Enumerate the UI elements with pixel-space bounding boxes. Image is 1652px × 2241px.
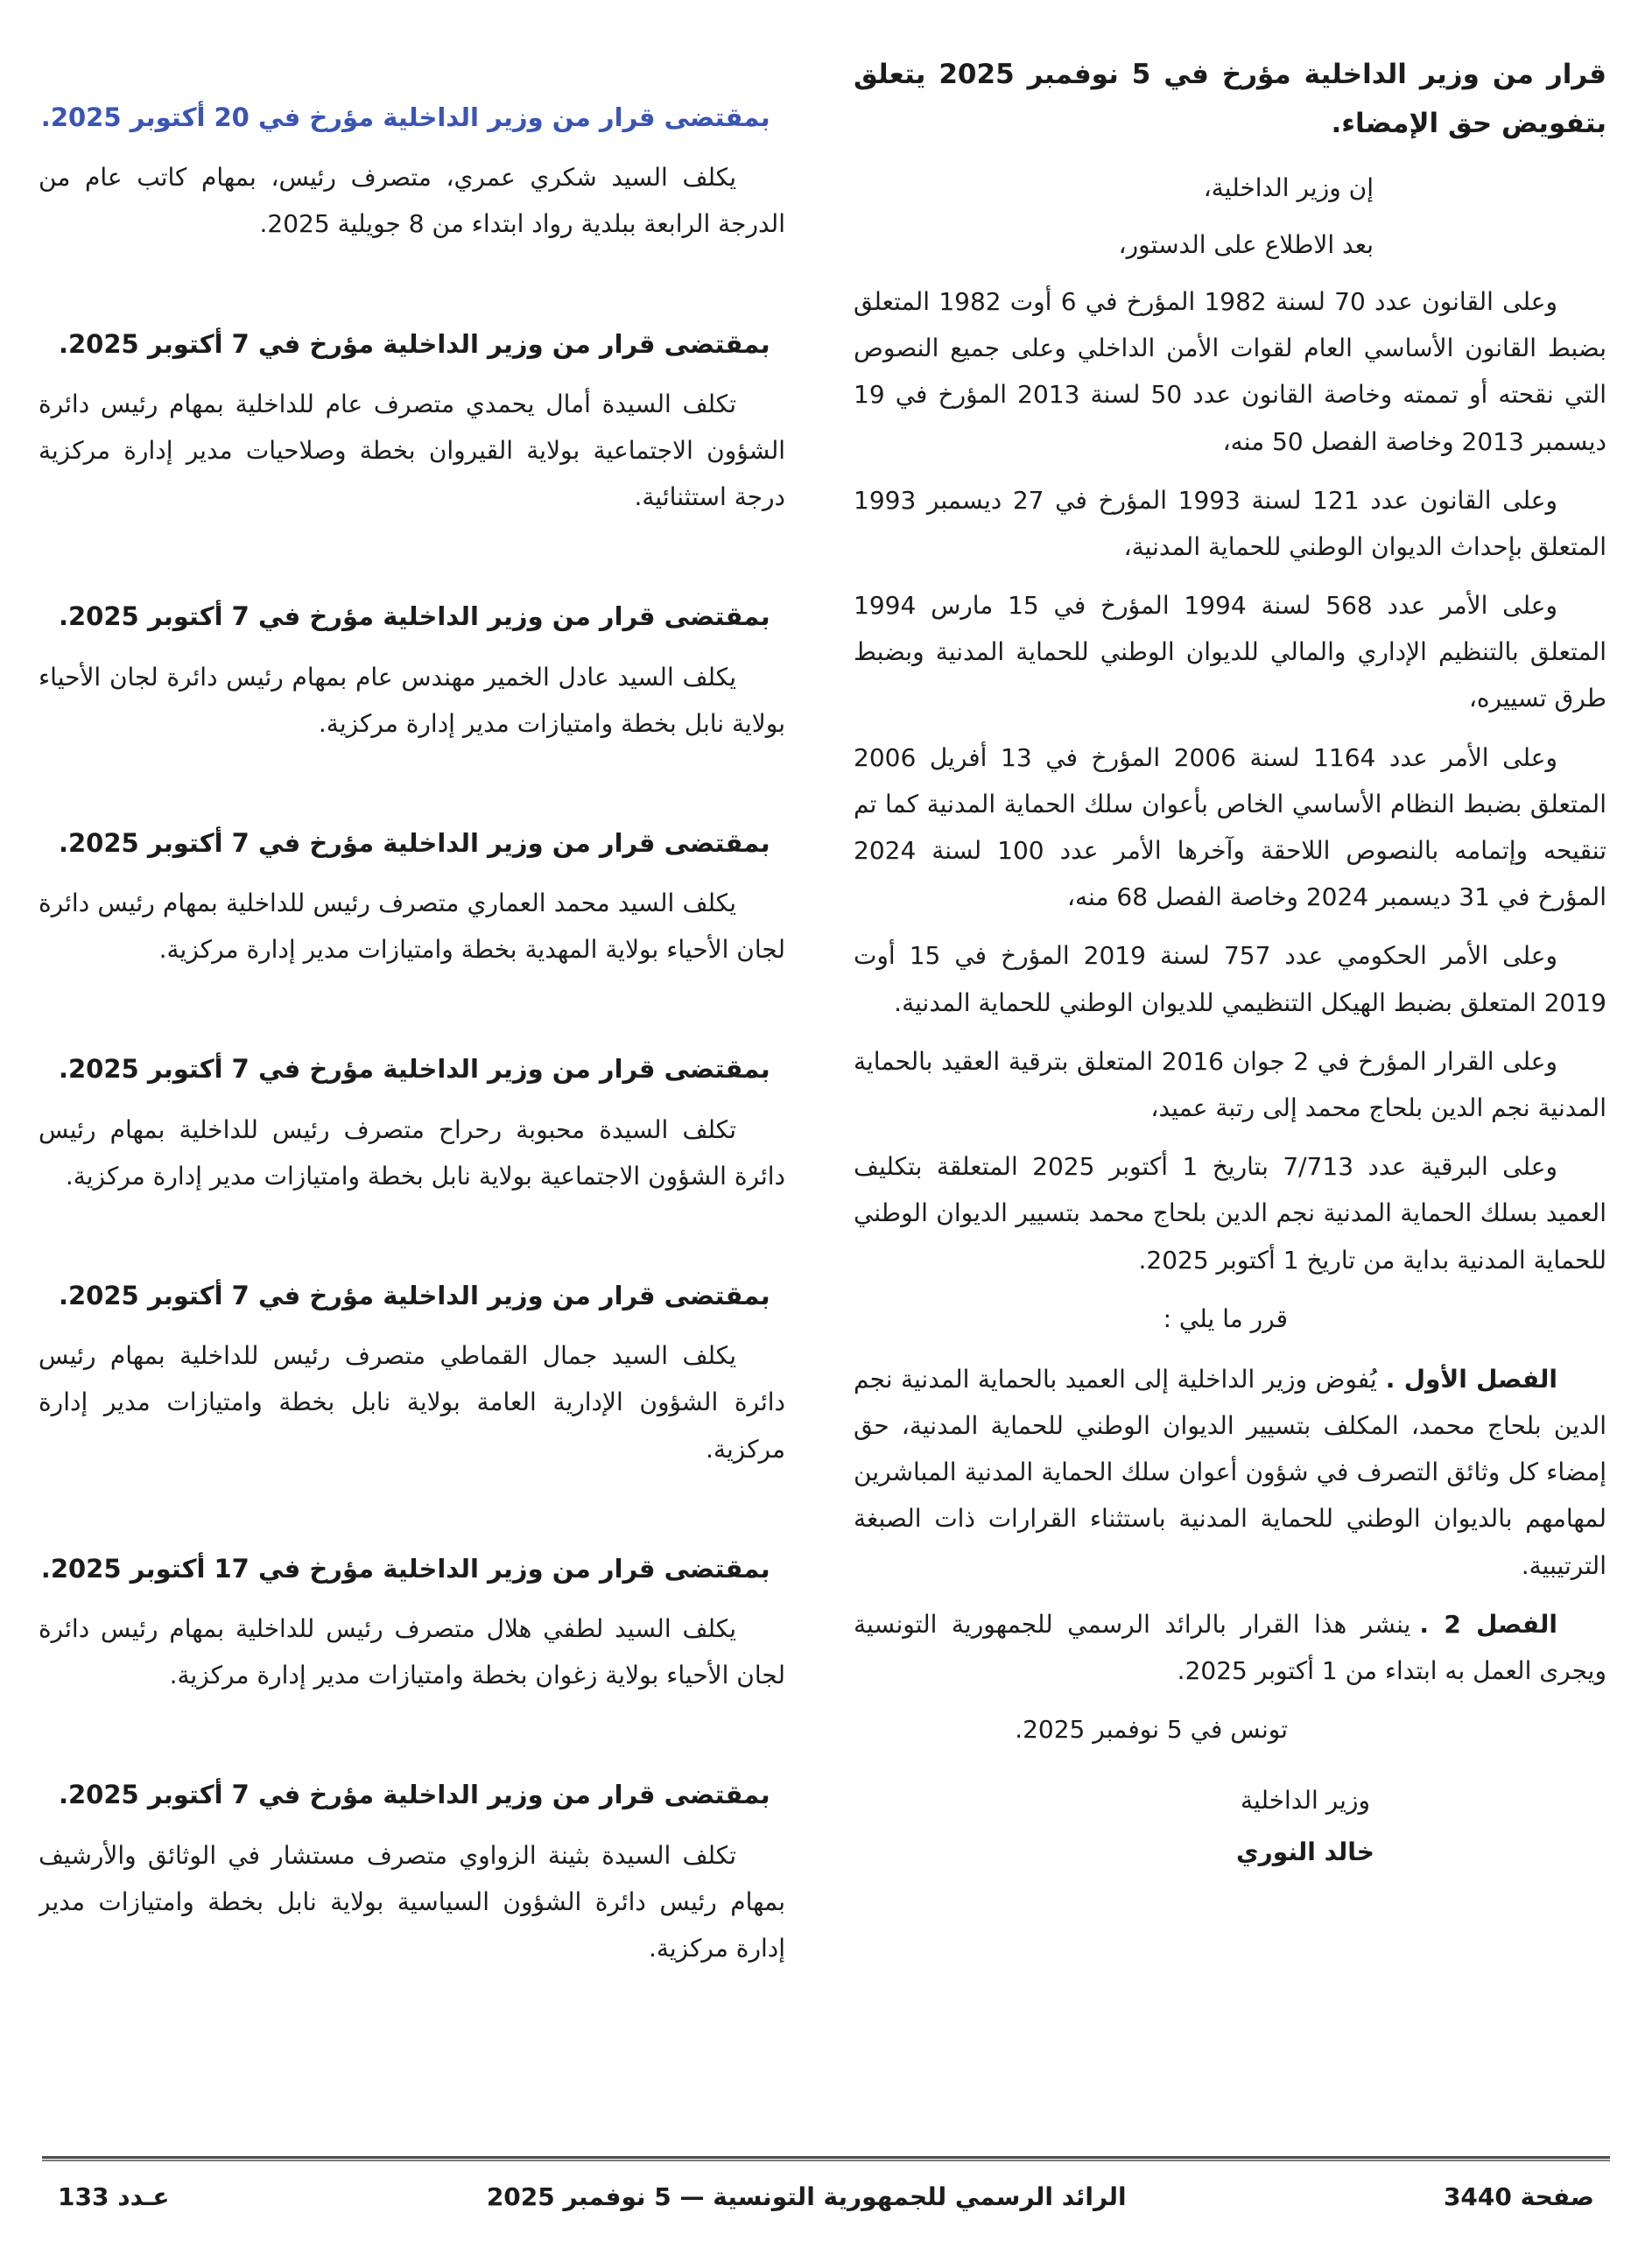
appointment-body: يكلف السيد محمد العماري متصرف رئيس للداخلية بمهام رئيس دائرة لجان الأحياء بولاية المهدية بخطة وامتيازات مدير إدارة مركزية. [39,889,785,965]
legal-reference-paragraph: وعلى القانون عدد 70 لسنة 1982 المؤرخ في 6 أوت 1982 المتعلق بضبط القانون الأساسي العام لقوات الأمن الداخلي وعلى جميع النصوص التي نقحته أو تممته وخاصة القانون عدد 50 لسنة 2013 المؤرخ في 19 ديسمبر 2013 وخاصة الفصل 50 منه، [854,286,1606,456]
appointment-notice [39,1546,785,1699]
footer-row [42,2182,1610,2211]
legal-reference-paragraph: وعلى القانون عدد 121 لسنة 1993 المؤرخ في 27 ديسمبر 1993 المتعلق بإحداث الديوان الوطني للحماية المدنية، [854,485,1606,561]
legal-reference-paragraph: وعلى القرار المؤرخ في 2 جوان 2016 المتعلق بترقية العقيد بالحماية المدنية نجم الدين بلحاج محمد إلى رتبة عميد، [854,1046,1606,1122]
signatory-role: وزير الداخلية [1240,1786,1370,1816]
appointment-heading: بمقتضى قرار من وزير الداخلية مؤرخ في 7 أكتوبر 2025. [58,601,770,632]
appointment-body: يكلف السيد عادل الخمير مهندس عام بمهام رئيس دائرة لجان الأحياء بولاية نابل بخطة وامتيازات مدير إدارة مركزية. [39,662,785,738]
decree-column [854,51,1606,2082]
footer-divider [42,2156,1610,2161]
journal-title-line: الرائد الرسمي للجمهورية التونسية — 5 نوفمبر 2025 [486,2182,1127,2211]
appointment-body: تكلف السيدة بثينة الزواوي متصرف مستشار في الوثائق والأرشيف بمهام رئيس دائرة الشؤون السياسية بولاية نابل بخطة وامتيازات مدير إدارة مركزية. [39,1840,785,1963]
appointment-notice [39,1772,785,1971]
appointment-body: يكلف السيد شكري عمري، متصرف رئيس، بمهام كاتب عام من الدرجة الرابعة ببلدية رواد ابتداء من 8 جويلية 2025. [39,163,785,239]
legal-reference-paragraph: وعلى الأمر عدد 568 لسنة 1994 المؤرخ في 15 مارس 1994 المتعلق بالتنظيم الإداري والمالي للديوان الوطني للحماية المدنية وبضبط طرق تسييره، [854,591,1606,713]
appointment-heading: بمقتضى قرار من وزير الداخلية مؤرخ في 7 أكتوبر 2025. [58,1780,770,1810]
constitution-reference-line: بعد الاطلاع على الدستور، [1118,229,1374,259]
appointment-notice [39,594,785,747]
article-1-paragraph [854,1356,1606,1589]
appointment-notice [39,1273,785,1472]
article-2-label: الفصل 2 . [1419,1609,1558,1639]
appointment-body: يكلف السيد لطفي هلال متصرف رئيس للداخلية بمهام رئيس دائرة لجان الأحياء بولاية زغوان بخطة وامتيازات مدير إدارة مركزية. [39,1613,785,1690]
decision-lead-line: قرر ما يلي : [1163,1303,1288,1333]
appointment-body: يكلف السيد جمال القماطي متصرف رئيس للداخلية بمهام رئيس دائرة الشؤون الإدارية العامة بولاية نابل بخطة وامتيازات مدير إدارة مركزية. [39,1341,785,1464]
appointment-heading: بمقتضى قرار من وزير الداخلية مؤرخ في 7 أكتوبر 2025. [58,827,770,858]
signature-block [1155,1775,1456,1879]
article-1-text: يُفوض وزير الداخلية إلى العميد بالحماية المدنية نجم الدين بلحاج محمد، المكلف بتسيير الديوان الوطني للحماية المدنية، حق إمضاء كل وثائق التصرف في شؤون أعوان سلك الحماية المدنية المباشرين لمهامهم بالديوان الوطني للحماية المدنية باستثناء القرارات ذات الصبغة الترتيبية. [854,1364,1606,1580]
page-footer [42,2156,1610,2211]
legal-reference-paragraph: وعلى البرقية عدد 7/713 بتاريخ 1 أكتوبر 2025 المتعلقة بتكليف العميد بسلك الحماية المدنية نجم الدين بلحاج محمد بتسيير الديوان الوطني للحماية المدنية بداية من تاريخ 1 أكتوبر 2025. [854,1152,1606,1275]
signatory-name: خالد النوري [1235,1837,1374,1867]
article-2-text: ينشر هذا القرار بالرائد الرسمي للجمهورية التونسية ويجرى العمل به ابتداء من 1 أكتوبر 2025. [854,1609,1606,1686]
article-1-label: الفصل الأول . [1385,1364,1557,1394]
appointment-notice [39,321,785,521]
appointment-body: تكلف السيدة محبوبة رحراح متصرف رئيس للداخلية بمهام رئيس دائرة الشؤون الاجتماعية بولاية نابل بخطة وامتيازات مدير إدارة مركزية. [39,1114,785,1191]
appointment-heading: بمقتضى قرار من وزير الداخلية مؤرخ في 7 أكتوبر 2025. [58,1054,770,1085]
appointment-notice [39,820,785,973]
page-number-label: صفحة 3440 [1443,2182,1594,2211]
issue-number-label: عـدد 133 [58,2182,170,2211]
appointment-body: تكلف السيدة أمال يحمدي متصرف عام للداخلية بمهام رئيس دائرة الشؤون الاجتماعية بولاية القيروان بخطة وصلاحيات مدير إدارة مركزية درجة استثنائية. [39,389,785,512]
appointment-heading: بمقتضى قرار من وزير الداخلية مؤرخ في 7 أكتوبر 2025. [58,328,770,359]
appointments-column [39,51,785,2082]
article-2-paragraph [854,1601,1606,1694]
appointment-notice [39,1046,785,1199]
legal-reference-paragraph: وعلى الأمر الحكومي عدد 757 لسنة 2019 المؤرخ في 15 أوت 2019 المتعلق بضبط الهيكل التنظيمي للديوان الوطني للحماية المدنية. [854,941,1606,1017]
appointment-heading: بمقتضى قرار من وزير الداخلية مؤرخ في 7 أكتوبر 2025. [58,1281,770,1310]
appointment-heading: بمقتضى قرار من وزير الداخلية مؤرخ في 17 أكتوبر 2025. [40,1553,770,1584]
appointment-heading: بمقتضى قرار من وزير الداخلية مؤرخ في 20 أكتوبر 2025. [40,102,770,132]
decree-opening-line: إن وزير الداخلية، [1203,172,1374,202]
place-date-line: تونس في 5 نوفمبر 2025. [1015,1715,1288,1745]
appointment-notice [39,95,785,248]
legal-reference-paragraph: وعلى الأمر عدد 1164 لسنة 2006 المؤرخ في 13 أفريل 2006 المتعلق بضبط النظام الأساسي الخاص بأعوان سلك الحماية المدنية كما تم تنقيحه وإتمامه بالنصوص اللاحقة وآخرها الأمر عدد 100 لسنة 2024 المؤرخ في 31 ديسمبر 2024 وخاصة الفصل 68 منه، [854,742,1606,912]
decree-title: قرار من وزير الداخلية مؤرخ في 5 نوفمبر 2025 يتعلق بتفويض حق الإمضاء. [854,59,1606,139]
